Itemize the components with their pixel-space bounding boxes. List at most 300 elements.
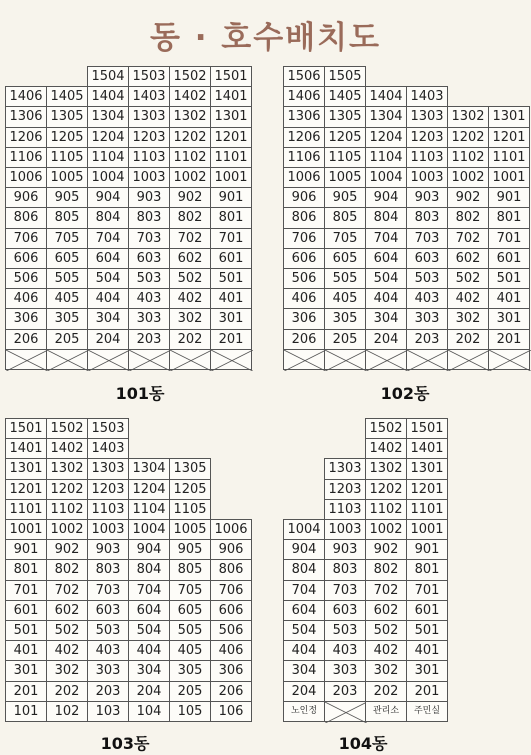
unit-cell: 1101 <box>406 499 448 520</box>
unit-cell: 303 <box>87 660 129 681</box>
unit-cell: 1006 <box>283 167 325 188</box>
unit-cell: 401 <box>488 288 530 309</box>
unit-cell: 1301 <box>5 458 47 479</box>
unit-cell: 904 <box>87 187 129 208</box>
unit-cell: 1303 <box>128 106 170 127</box>
unit-cell: 506 <box>283 268 325 289</box>
unit-cell: 403 <box>128 288 170 309</box>
unit-cell: 1003 <box>128 167 170 188</box>
unit-cell: 303 <box>324 660 366 681</box>
unit-cell: 306 <box>5 308 47 329</box>
unit-cell: 701 <box>406 580 448 601</box>
unit-cell: 1401 <box>210 86 252 107</box>
unit-cell: 705 <box>46 228 88 249</box>
unit-cell: 804 <box>283 559 325 580</box>
unit-cell: 704 <box>87 228 129 249</box>
unit-cell: 1105 <box>46 147 88 168</box>
unit-cell: 1202 <box>365 479 407 500</box>
unit-cell: 1304 <box>87 106 129 127</box>
unit-cell: 206 <box>283 329 325 350</box>
unit-cell: 304 <box>283 660 325 681</box>
unit-cell: 505 <box>169 620 211 641</box>
unit-cell: 1005 <box>324 167 366 188</box>
unit-cell: 806 <box>5 207 47 228</box>
unit-cell: 1005 <box>169 519 211 540</box>
unit-cell: 1101 <box>5 499 47 520</box>
unit-cell: 1502 <box>169 66 211 87</box>
unit-cell: 801 <box>5 559 47 580</box>
unit-cell: 204 <box>283 681 325 702</box>
unit-cell: 1006 <box>5 167 47 188</box>
unit-cell: 1102 <box>365 499 407 520</box>
unit-cell: 1002 <box>447 167 489 188</box>
unit-cell: 405 <box>46 288 88 309</box>
unit-cell: 806 <box>283 207 325 228</box>
unit-cell: 201 <box>406 681 448 702</box>
unit-cell: 1001 <box>488 167 530 188</box>
unit-cell: 1006 <box>210 519 252 540</box>
unit-cell: 1303 <box>406 106 448 127</box>
unit-cell: 602 <box>365 600 407 621</box>
unit-cell: 302 <box>447 308 489 329</box>
unit-cell: 602 <box>46 600 88 621</box>
unit-cell: 802 <box>169 207 211 228</box>
unit-cell: 606 <box>210 600 252 621</box>
unit-cell: 1201 <box>5 479 47 500</box>
unit-cell: 603 <box>406 248 448 269</box>
unit-cell: 404 <box>365 288 407 309</box>
unit-cell: 903 <box>406 187 448 208</box>
unit-cell: 902 <box>169 187 211 208</box>
unit-cell: 1001 <box>5 519 47 540</box>
unit-cell: 1103 <box>87 499 129 520</box>
unit-cell: 1104 <box>128 499 170 520</box>
unit-cell: 1405 <box>46 86 88 107</box>
building-102-label: 102동 <box>380 384 430 403</box>
unit-cell: 1301 <box>488 106 530 127</box>
unit-cell: 1304 <box>365 106 407 127</box>
unit-cell: 605 <box>169 600 211 621</box>
unit-cell: 901 <box>488 187 530 208</box>
unit-cell: 704 <box>365 228 407 249</box>
unit-cell: 1101 <box>488 147 530 168</box>
unit-cell: 102 <box>46 701 88 722</box>
unit-cell: 1105 <box>169 499 211 520</box>
unit-cell: 801 <box>406 559 448 580</box>
unit-cell: 404 <box>128 640 170 661</box>
unit-cell: 206 <box>5 329 47 350</box>
unit-cell: 505 <box>46 268 88 289</box>
unit-cell: 801 <box>488 207 530 228</box>
unit-cell: 704 <box>283 580 325 601</box>
unit-cell: 1103 <box>406 147 448 168</box>
unit-cell: 202 <box>46 681 88 702</box>
unit-cell: 304 <box>128 660 170 681</box>
unit-cell: 1404 <box>365 86 407 107</box>
unit-cell: 104 <box>128 701 170 722</box>
unit-cell: 1503 <box>128 66 170 87</box>
unit-cell: 601 <box>5 600 47 621</box>
unit-cell: 1404 <box>87 86 129 107</box>
crossed-cell <box>447 349 489 370</box>
unit-cell: 1406 <box>5 86 47 107</box>
unit-cell: 1002 <box>365 519 407 540</box>
unit-cell: 1004 <box>365 167 407 188</box>
unit-cell: 601 <box>488 248 530 269</box>
unit-cell: 605 <box>46 248 88 269</box>
unit-cell: 701 <box>488 228 530 249</box>
unit-cell: 1003 <box>406 167 448 188</box>
unit-cell: 1405 <box>324 86 366 107</box>
unit-cell: 204 <box>87 329 129 350</box>
unit-cell: 103 <box>87 701 129 722</box>
unit-cell: 306 <box>283 308 325 329</box>
unit-cell: 604 <box>365 248 407 269</box>
unit-cell: 603 <box>128 248 170 269</box>
crossed-cell <box>169 349 211 370</box>
unit-cell: 505 <box>324 268 366 289</box>
unit-cell: 1201 <box>406 479 448 500</box>
crossed-cell <box>87 349 129 370</box>
unit-cell: 1203 <box>128 127 170 148</box>
unit-cell: 606 <box>5 248 47 269</box>
unit-cell: 1305 <box>46 106 88 127</box>
unit-cell: 901 <box>5 539 47 560</box>
unit-cell: 601 <box>210 248 252 269</box>
unit-cell: 1201 <box>488 127 530 148</box>
unit-cell: 504 <box>365 268 407 289</box>
unit-cell: 804 <box>365 207 407 228</box>
unit-cell: 501 <box>406 620 448 641</box>
facility-cell: 주민실 <box>406 701 448 722</box>
unit-cell: 1302 <box>365 458 407 479</box>
unit-cell: 602 <box>169 248 211 269</box>
unit-cell: 1203 <box>406 127 448 148</box>
unit-cell: 206 <box>210 681 252 702</box>
unit-cell: 302 <box>46 660 88 681</box>
crossed-cell <box>324 701 366 722</box>
unit-cell: 605 <box>324 248 366 269</box>
unit-cell: 1003 <box>87 519 129 540</box>
unit-cell: 1306 <box>5 106 47 127</box>
unit-cell: 205 <box>46 329 88 350</box>
crossed-cell <box>46 349 88 370</box>
unit-cell: 805 <box>324 207 366 228</box>
unit-cell: 703 <box>324 580 366 601</box>
unit-cell: 1002 <box>46 519 88 540</box>
unit-cell: 701 <box>5 580 47 601</box>
unit-cell: 501 <box>488 268 530 289</box>
unit-cell: 503 <box>128 268 170 289</box>
unit-cell: 301 <box>488 308 530 329</box>
unit-cell: 305 <box>324 308 366 329</box>
unit-cell: 703 <box>406 228 448 249</box>
unit-cell: 1001 <box>210 167 252 188</box>
unit-cell: 1204 <box>365 127 407 148</box>
unit-cell: 506 <box>210 620 252 641</box>
unit-cell: 406 <box>210 640 252 661</box>
unit-cell: 905 <box>169 539 211 560</box>
unit-cell: 702 <box>365 580 407 601</box>
unit-cell: 301 <box>5 660 47 681</box>
unit-cell: 106 <box>210 701 252 722</box>
unit-cell: 202 <box>169 329 211 350</box>
unit-cell: 1501 <box>210 66 252 87</box>
unit-cell: 303 <box>406 308 448 329</box>
unit-cell: 902 <box>365 539 407 560</box>
unit-cell: 905 <box>46 187 88 208</box>
unit-cell: 504 <box>283 620 325 641</box>
unit-cell: 1501 <box>5 418 47 439</box>
unit-cell: 1504 <box>87 66 129 87</box>
unit-cell: 1104 <box>87 147 129 168</box>
crossed-cell <box>210 349 252 370</box>
unit-cell: 1103 <box>324 499 366 520</box>
unit-cell: 502 <box>365 620 407 641</box>
unit-cell: 1002 <box>169 167 211 188</box>
unit-cell: 904 <box>365 187 407 208</box>
unit-cell: 203 <box>324 681 366 702</box>
unit-cell: 503 <box>87 620 129 641</box>
unit-cell: 803 <box>406 207 448 228</box>
unit-cell: 1302 <box>447 106 489 127</box>
unit-cell: 1501 <box>406 418 448 439</box>
unit-cell: 1206 <box>5 127 47 148</box>
unit-cell: 205 <box>169 681 211 702</box>
unit-cell: 501 <box>210 268 252 289</box>
unit-cell: 302 <box>169 308 211 329</box>
unit-cell: 1105 <box>324 147 366 168</box>
unit-cell: 603 <box>87 600 129 621</box>
unit-cell: 906 <box>210 539 252 560</box>
crossed-cell <box>5 349 47 370</box>
unit-cell: 706 <box>210 580 252 601</box>
unit-cell: 403 <box>324 640 366 661</box>
unit-cell: 1104 <box>365 147 407 168</box>
unit-cell: 1204 <box>128 479 170 500</box>
unit-cell: 401 <box>5 640 47 661</box>
unit-cell: 201 <box>210 329 252 350</box>
unit-cell: 902 <box>447 187 489 208</box>
unit-cell: 1205 <box>46 127 88 148</box>
unit-cell: 904 <box>128 539 170 560</box>
unit-cell: 1304 <box>128 458 170 479</box>
unit-cell: 503 <box>406 268 448 289</box>
unit-cell: 1106 <box>283 147 325 168</box>
unit-cell: 603 <box>324 600 366 621</box>
crossed-cell <box>283 349 325 370</box>
unit-cell: 204 <box>128 681 170 702</box>
unit-cell: 903 <box>324 539 366 560</box>
unit-cell: 503 <box>324 620 366 641</box>
unit-cell: 304 <box>365 308 407 329</box>
unit-cell: 304 <box>87 308 129 329</box>
unit-cell: 903 <box>128 187 170 208</box>
unit-cell: 502 <box>46 620 88 641</box>
unit-cell: 403 <box>406 288 448 309</box>
page-title: 동 · 호수배치도 <box>149 20 382 56</box>
unit-cell: 401 <box>210 288 252 309</box>
unit-cell: 1102 <box>169 147 211 168</box>
building-101-label: 101동 <box>115 384 165 403</box>
unit-cell: 1401 <box>406 438 448 459</box>
unit-cell: 1004 <box>87 167 129 188</box>
unit-cell: 604 <box>283 600 325 621</box>
unit-cell: 204 <box>365 329 407 350</box>
unit-cell: 801 <box>210 207 252 228</box>
unit-cell: 1503 <box>87 418 129 439</box>
unit-cell: 1302 <box>46 458 88 479</box>
unit-cell: 1001 <box>406 519 448 540</box>
unit-cell: 1302 <box>169 106 211 127</box>
unit-cell: 405 <box>324 288 366 309</box>
unit-cell: 203 <box>128 329 170 350</box>
unit-cell: 402 <box>169 288 211 309</box>
unit-cell: 803 <box>87 559 129 580</box>
unit-cell: 1103 <box>128 147 170 168</box>
unit-cell: 1202 <box>447 127 489 148</box>
unit-cell: 705 <box>169 580 211 601</box>
crossed-cell <box>324 349 366 370</box>
unit-cell: 405 <box>169 640 211 661</box>
unit-cell: 901 <box>210 187 252 208</box>
unit-cell: 1203 <box>324 479 366 500</box>
unit-cell: 203 <box>406 329 448 350</box>
unit-cell: 404 <box>87 288 129 309</box>
unit-cell: 1301 <box>406 458 448 479</box>
unit-cell: 1101 <box>210 147 252 168</box>
unit-cell: 302 <box>365 660 407 681</box>
unit-cell: 604 <box>87 248 129 269</box>
unit-cell: 506 <box>5 268 47 289</box>
unit-cell: 502 <box>169 268 211 289</box>
unit-cell: 1204 <box>87 127 129 148</box>
unit-cell: 406 <box>283 288 325 309</box>
unit-cell: 504 <box>128 620 170 641</box>
unit-cell: 301 <box>210 308 252 329</box>
unit-cell: 1206 <box>283 127 325 148</box>
crossed-cell <box>488 349 530 370</box>
facility-cell: 관리소 <box>365 701 407 722</box>
unit-cell: 701 <box>210 228 252 249</box>
unit-cell: 1003 <box>324 519 366 540</box>
unit-cell: 1106 <box>5 147 47 168</box>
unit-cell: 705 <box>324 228 366 249</box>
unit-cell: 604 <box>128 600 170 621</box>
unit-cell: 101 <box>5 701 47 722</box>
unit-cell: 702 <box>46 580 88 601</box>
unit-cell: 305 <box>46 308 88 329</box>
unit-cell: 1403 <box>87 438 129 459</box>
facility-cell: 노인정 <box>283 701 325 722</box>
unit-cell: 401 <box>406 640 448 661</box>
unit-cell: 301 <box>406 660 448 681</box>
unit-cell: 802 <box>46 559 88 580</box>
unit-cell: 702 <box>447 228 489 249</box>
unit-cell: 406 <box>5 288 47 309</box>
unit-cell: 203 <box>87 681 129 702</box>
unit-cell: 202 <box>365 681 407 702</box>
unit-cell: 1202 <box>46 479 88 500</box>
unit-cell: 1402 <box>169 86 211 107</box>
unit-cell: 706 <box>5 228 47 249</box>
unit-cell: 706 <box>283 228 325 249</box>
unit-cell: 1403 <box>406 86 448 107</box>
unit-cell: 704 <box>128 580 170 601</box>
unit-cell: 306 <box>210 660 252 681</box>
unit-cell: 1403 <box>128 86 170 107</box>
unit-cell: 201 <box>5 681 47 702</box>
unit-cell: 1406 <box>283 86 325 107</box>
unit-cell: 703 <box>87 580 129 601</box>
unit-cell: 802 <box>365 559 407 580</box>
unit-cell: 1303 <box>324 458 366 479</box>
unit-cell: 1505 <box>324 66 366 87</box>
building-103-label: 103동 <box>100 734 150 753</box>
unit-cell: 1502 <box>46 418 88 439</box>
unit-cell: 901 <box>406 539 448 560</box>
unit-cell: 804 <box>87 207 129 228</box>
unit-cell: 1402 <box>46 438 88 459</box>
unit-cell: 502 <box>447 268 489 289</box>
unit-cell: 1506 <box>283 66 325 87</box>
unit-cell: 303 <box>128 308 170 329</box>
unit-cell: 402 <box>365 640 407 661</box>
unit-cell: 1402 <box>365 438 407 459</box>
unit-cell: 402 <box>447 288 489 309</box>
unit-cell: 806 <box>210 559 252 580</box>
unit-cell: 804 <box>128 559 170 580</box>
unit-cell: 1005 <box>46 167 88 188</box>
crossed-cell <box>128 349 170 370</box>
unit-cell: 1102 <box>46 499 88 520</box>
unit-cell: 402 <box>46 640 88 661</box>
unit-cell: 504 <box>87 268 129 289</box>
unit-cell: 1303 <box>87 458 129 479</box>
unit-cell: 606 <box>283 248 325 269</box>
building-104-label: 104동 <box>338 734 388 753</box>
unit-cell: 803 <box>324 559 366 580</box>
unit-cell: 1502 <box>365 418 407 439</box>
unit-cell: 802 <box>447 207 489 228</box>
unit-cell: 703 <box>128 228 170 249</box>
unit-cell: 501 <box>5 620 47 641</box>
unit-cell: 905 <box>324 187 366 208</box>
unit-cell: 202 <box>447 329 489 350</box>
unit-cell: 1306 <box>283 106 325 127</box>
unit-cell: 906 <box>5 187 47 208</box>
unit-cell: 1203 <box>87 479 129 500</box>
unit-cell: 904 <box>283 539 325 560</box>
crossed-cell <box>365 349 407 370</box>
unit-cell: 702 <box>169 228 211 249</box>
unit-cell: 404 <box>283 640 325 661</box>
unit-cell: 903 <box>87 539 129 560</box>
unit-cell: 403 <box>87 640 129 661</box>
unit-cell: 201 <box>488 329 530 350</box>
unit-cell: 305 <box>169 660 211 681</box>
unit-cell: 1201 <box>210 127 252 148</box>
unit-cell: 1202 <box>169 127 211 148</box>
unit-cell: 205 <box>324 329 366 350</box>
unit-cell: 1004 <box>128 519 170 540</box>
unit-cell: 601 <box>406 600 448 621</box>
unit-cell: 105 <box>169 701 211 722</box>
unit-cell: 602 <box>447 248 489 269</box>
unit-cell: 906 <box>283 187 325 208</box>
unit-cell: 1301 <box>210 106 252 127</box>
unit-cell: 902 <box>46 539 88 560</box>
